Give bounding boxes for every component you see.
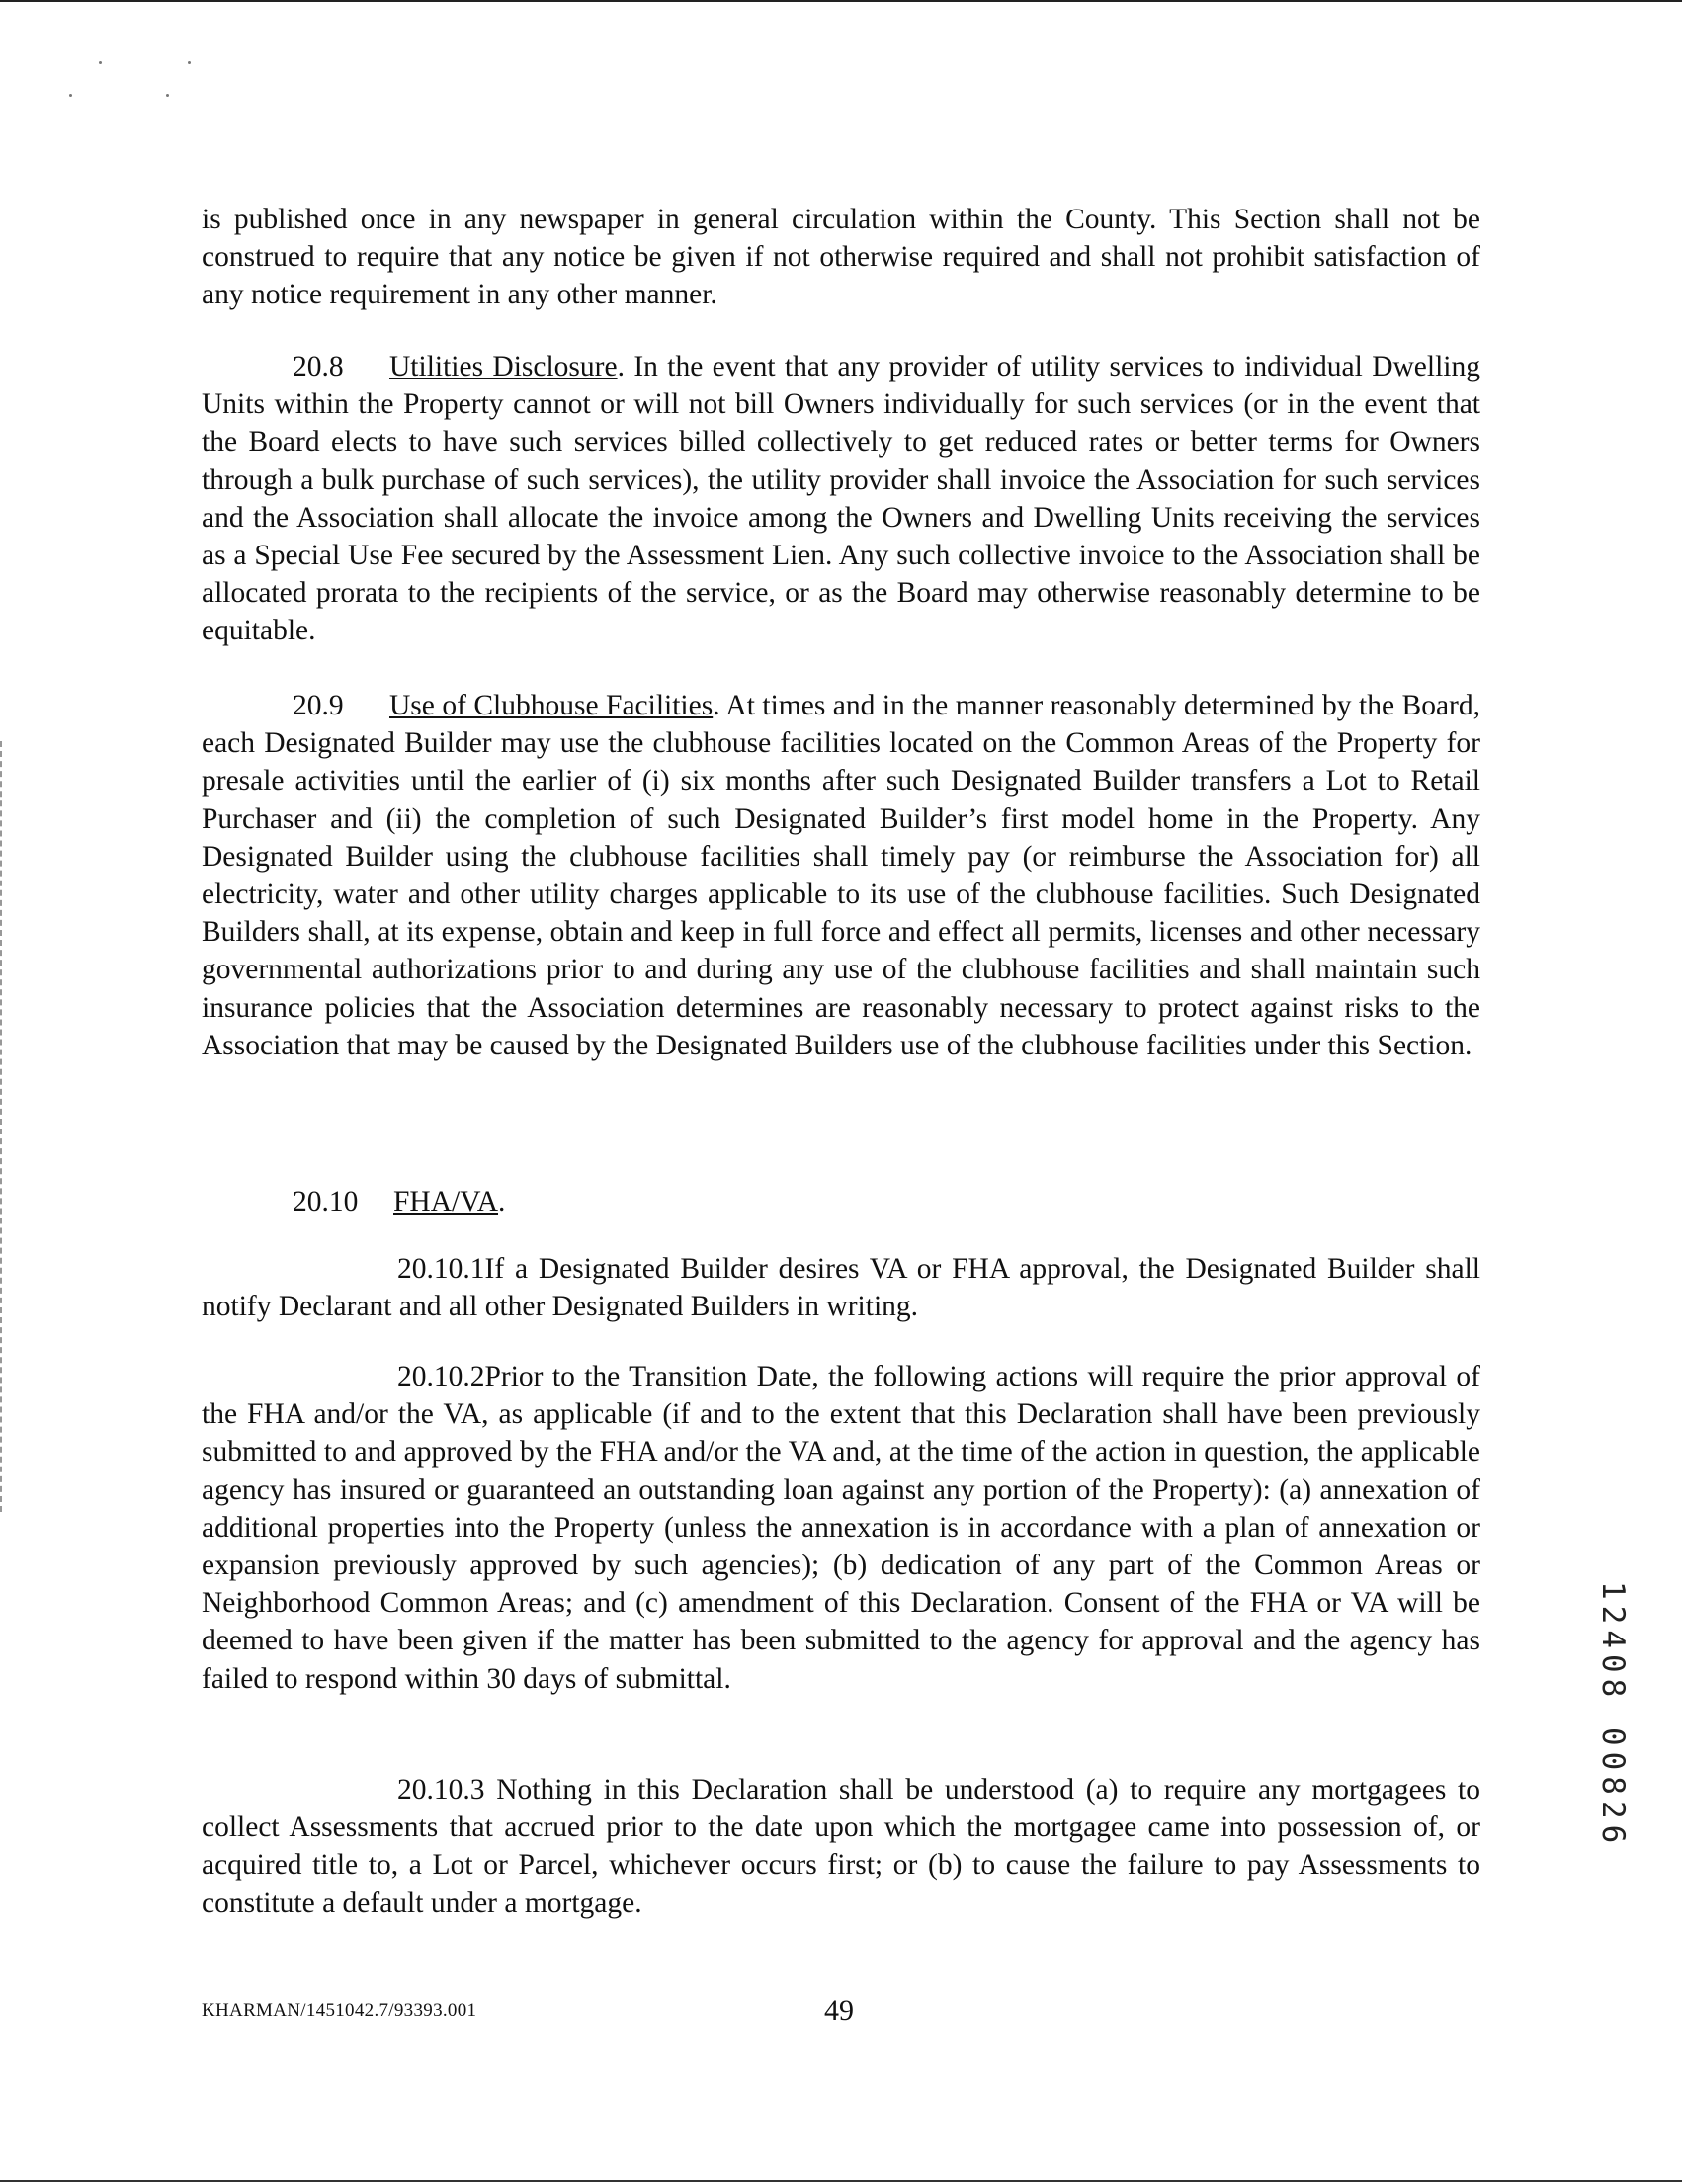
subsection-20-10-3 [202, 1771, 1480, 1922]
section-number: 20.8 [293, 351, 344, 382]
section-20-9 [202, 687, 1480, 1064]
subsection-number: 20.10.2 [397, 1361, 485, 1392]
recording-stamp: 12408 00826 [1595, 1581, 1631, 1850]
footer-document-reference: KHARMAN/1451042.7/93393.001 [202, 2000, 477, 2021]
subsection-body: Nothing in this Declaration shall be understood (a) to require any mortgagees to collect Assessments that accrued prior to the date upon which the mortgagee came into possession of, or acquired title to, a Lot or Parcel, whichever occurs first; or (b) to cause the failure to pay Assessments to constitute a default under a mortgage. [202, 1774, 1480, 1919]
opening-paragraph: is published once in any newspaper in general circulation within the County. This Section shall not be construed to require that any notice be given if not otherwise required and shall not prohibit satisfaction of any notice requirement in any other manner. [202, 204, 1480, 311]
page-number: 49 [824, 1994, 854, 2027]
top-edge-line [0, 0, 1682, 2]
section-title: FHA/VA [393, 1186, 499, 1218]
subsection-body: Prior to the Transition Date, the following actions will require the prior approval of the FHA and/or the VA, as applicable (if and to the extent that this Declaration shall have been previously submitted to and approved by the FHA and/or the VA and, at the time of the action in question, the applicable agency has insured or guaranteed an outstanding loan against any portion of the Property): (a) annexation of additional properties into the Property (unless the annexation is in accordance with a plan of annexation or expansion previously approved by such agencies); (b) dedication of any part of the Common Areas or Neighborhood Common Areas; and (c) amendment of this Declaration. Consent of the FHA or VA will be deemed to have been given if the matter has been submitted to the agency for approval and the agency has failed to respond within 30 days of submittal. [202, 1361, 1480, 1695]
section-body: . At times and in the manner reasonably determined by the Board, each Designated Builder may use the clubhouse facilities located on the Common Areas of the Property for presale activities until the earlier of (i) six months after such Designated Builder transfers a Lot to Retail Purchaser and (ii) the completion of such Designated Builder’s first model home in the Property. Any Designated Builder using the clubhouse facilities shall timely pay (or reimburse the Association for) all electricity, water and other utility charges applicable to its use of the clubhouse facilities. Such Designated Builders shall, at its expense, obtain and keep in full force and effect all permits, licenses and other necessary governmental authorizations prior to and during any use of the clubhouse facilities and shall maintain such insurance policies that the Association determines are reasonably necessary to protect against risks to the Association that may be caused by the Designated Builders use of the clubhouse facilities under this Section. [202, 690, 1480, 1061]
subsection-body: If a Designated Builder desires VA or FHA approval, the Designated Builder shall notify Declarant and all other Designated Builders in writing. [202, 1253, 1480, 1323]
section-number: 20.9 [293, 690, 344, 721]
section-20-8 [202, 348, 1480, 650]
subsection-number: 20.10.1 [397, 1253, 485, 1285]
section-title: Use of Clubhouse Facilities [389, 690, 714, 721]
section-number: 20.10 [293, 1186, 359, 1218]
bottom-edge-line [0, 2180, 1682, 2182]
subsection-number: 20.10.3 [397, 1774, 485, 1806]
subsection-20-10-1 [202, 1250, 1480, 1325]
section-title-suffix: . [498, 1186, 506, 1218]
subsection-20-10-2 [202, 1358, 1480, 1698]
section-20-10-heading [293, 1183, 505, 1220]
scan-left-edge-marks [0, 741, 5, 1512]
section-body: . In the event that any provider of utility services to individual Dwelling Units within the Property cannot or will not bill Owners individually for such services (or in the event that the Board elects to have such services billed collectively to get reduced rates or better terms for Owners through a bulk purchase of such services), the utility provider shall invoice the Association for such services and the Association shall allocate the invoice among the Owners and Dwelling Units receiving the services as a Special Use Fee secured by the Assessment Lien. Any such collective invoice to the Association shall be allocated prorata to the recipients of the service, or as the Board may otherwise reasonably determine to be equitable. [202, 351, 1480, 647]
section-title: Utilities Disclosure [389, 351, 618, 382]
